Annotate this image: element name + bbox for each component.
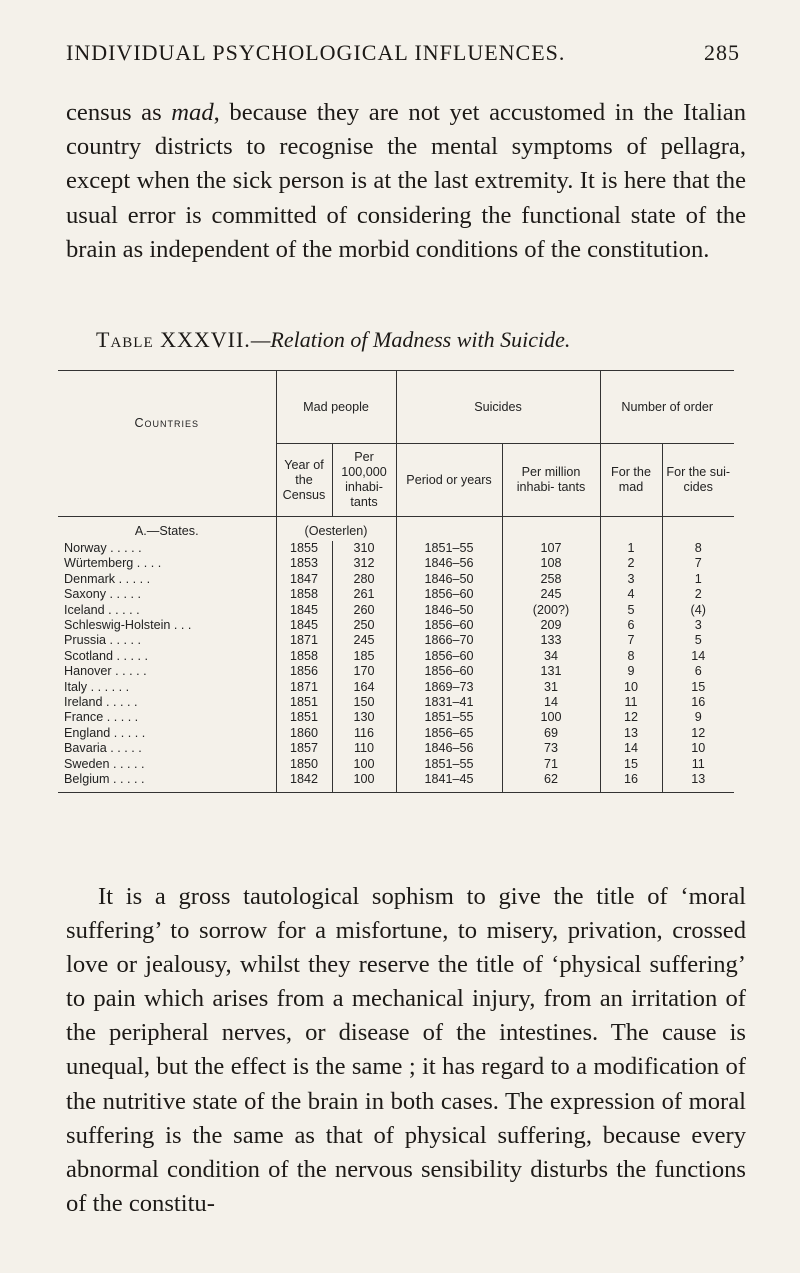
order-mad-cell: 11	[600, 695, 662, 710]
section-row	[58, 517, 734, 542]
census-year-cell: 1851	[276, 695, 332, 710]
order-suicides-cell: 7	[662, 556, 734, 571]
mad-per-100000-cell: 164	[332, 680, 396, 695]
header-suicides: Suicides	[396, 371, 600, 444]
mad-per-100000-cell: 116	[332, 726, 396, 741]
order-mad-cell: 8	[600, 649, 662, 664]
order-mad-cell: 2	[600, 556, 662, 571]
suicides-per-million-cell: 73	[502, 741, 600, 756]
order-mad-cell: 10	[600, 680, 662, 695]
table-row	[58, 695, 734, 710]
country-cell: Prussia . . . . .	[64, 633, 141, 648]
suicide-period-cell: 1856–60	[396, 664, 502, 679]
table-title	[96, 327, 570, 353]
suicide-period-cell: 1846–56	[396, 741, 502, 756]
suicide-period-cell: 1869–73	[396, 680, 502, 695]
order-mad-cell: 14	[600, 741, 662, 756]
order-mad-cell: 5	[600, 603, 662, 618]
order-suicides-cell: 14	[662, 649, 734, 664]
suicide-period-cell: 1851–55	[396, 710, 502, 725]
table-row	[58, 541, 734, 556]
order-mad-cell: 16	[600, 772, 662, 792]
paragraph-2-text: It is a gross tautological sophism to give the title of ‘moral suffering’ to sorrow for a misfortune, to misery, privation, crossed love or jealousy, whilst they reserve the title of ‘physical suffering’ to pain which arises from a mechanical injury, from an irritation of the peripheral nerves, or disease of the intestines. The cause is unequal, but the effect is the same ; it has regard to a modification of the nutritive state of the brain in both cases. The expression of moral suffering is the same as that of physical suffering, because every abnormal condition of the nervous sensibility disturbs the functions of the constitu-	[66, 883, 746, 1217]
order-mad-cell: 3	[600, 572, 662, 587]
order-suicides-cell: 1	[662, 572, 734, 587]
header-mad-people: Mad people	[276, 371, 396, 444]
country-cell: England . . . . .	[64, 725, 146, 740]
header-countries: Countries	[58, 371, 276, 517]
mad-per-100000-cell: 100	[332, 757, 396, 772]
table-body	[58, 517, 734, 793]
country-cell: Denmark . . . . .	[64, 571, 151, 586]
order-suicides-cell: 5	[662, 633, 734, 648]
country-cell: Saxony . . . . .	[64, 587, 141, 602]
census-year-cell: 1857	[276, 741, 332, 756]
header-for-the-mad: For the mad	[600, 444, 662, 517]
suicide-period-cell: 1866–70	[396, 633, 502, 648]
page-number: 285	[704, 40, 740, 65]
order-mad-cell: 12	[600, 710, 662, 725]
country-cell: Hanover . . . . .	[64, 664, 147, 679]
census-year-cell: 1858	[276, 587, 332, 602]
madness-suicide-table	[58, 370, 734, 793]
census-year-cell: 1842	[276, 772, 332, 792]
suicide-period-cell: 1856–60	[396, 587, 502, 602]
section-label: A.—States.	[134, 524, 199, 539]
mad-per-100000-cell: 110	[332, 741, 396, 756]
table-row	[58, 741, 734, 756]
mad-per-100000-cell: 280	[332, 572, 396, 587]
order-suicides-cell: 13	[662, 772, 734, 792]
suicide-period-cell: 1856–65	[396, 726, 502, 741]
suicide-period-cell: 1851–55	[396, 541, 502, 556]
running-title: INDIVIDUAL PSYCHOLOGICAL INFLUENCES.	[66, 40, 566, 65]
census-year-cell: 1871	[276, 680, 332, 695]
mad-per-100000-cell: 310	[332, 541, 396, 556]
header-year-of-census: Year of the Census	[276, 444, 332, 517]
table-row	[58, 757, 734, 772]
suicides-per-million-cell: 131	[502, 664, 600, 679]
suicide-period-cell: 1856–60	[396, 618, 502, 633]
suicides-per-million-cell: 31	[502, 680, 600, 695]
country-cell: Sweden . . . . .	[64, 756, 145, 771]
mad-per-100000-cell: 130	[332, 710, 396, 725]
table-row	[58, 680, 734, 695]
para1-start: census as	[66, 99, 172, 126]
mad-per-100000-cell: 170	[332, 664, 396, 679]
suicide-period-cell: 1846–50	[396, 603, 502, 618]
order-suicides-cell: (4)	[662, 603, 734, 618]
order-suicides-cell: 15	[662, 680, 734, 695]
suicides-per-million-cell: 209	[502, 618, 600, 633]
header-number-of-order: Number of order	[600, 371, 734, 444]
census-year-cell: 1853	[276, 556, 332, 571]
header-for-the-suicides: For the sui- cides	[662, 444, 734, 517]
source-note: (Oesterlen)	[276, 517, 396, 542]
census-year-cell: 1847	[276, 572, 332, 587]
mad-per-100000-cell: 312	[332, 556, 396, 571]
order-suicides-cell: 10	[662, 741, 734, 756]
country-cell: Norway . . . . .	[64, 541, 142, 555]
country-cell: Belgium . . . . .	[64, 772, 145, 787]
suicides-per-million-cell: 14	[502, 695, 600, 710]
mad-per-100000-cell: 261	[332, 587, 396, 602]
country-cell: Schleswig-Holstein . . .	[64, 618, 192, 633]
mad-per-100000-cell: 185	[332, 649, 396, 664]
country-cell: Bavaria . . . . .	[64, 741, 142, 756]
order-suicides-cell: 6	[662, 664, 734, 679]
para1-rest: , because they are not yet accustomed in the Italian country districts to recognise the mental symptoms of pellagra, except when the sick person is at the last extremity. It is here that the usual error is committed of considering the functional state of the brain as independent of the morbid conditions of the constitution.	[66, 99, 746, 263]
table-row	[58, 664, 734, 679]
census-year-cell: 1845	[276, 618, 332, 633]
order-mad-cell: 9	[600, 664, 662, 679]
paragraph-2	[66, 880, 746, 1221]
order-mad-cell: 15	[600, 757, 662, 772]
suicides-per-million-cell: 34	[502, 649, 600, 664]
suicides-per-million-cell: 71	[502, 757, 600, 772]
country-cell: Scotland . . . . .	[64, 648, 148, 663]
table-row	[58, 572, 734, 587]
running-header	[66, 40, 740, 66]
census-year-cell: 1845	[276, 603, 332, 618]
paragraph-1	[66, 96, 746, 267]
header-period-or-years: Period or years	[396, 444, 502, 517]
table-label: Table XXXVII.	[96, 327, 251, 352]
order-mad-cell: 7	[600, 633, 662, 648]
suicide-period-cell: 1851–55	[396, 757, 502, 772]
italic-word-mad: mad	[171, 99, 214, 126]
country-cell: Würtemberg . . . .	[64, 556, 162, 571]
census-year-cell: 1856	[276, 664, 332, 679]
header-per-million: Per million inhabi- tants	[502, 444, 600, 517]
table-caption: —Relation of Madness with Suicide.	[250, 327, 571, 352]
suicide-period-cell: 1856–60	[396, 649, 502, 664]
mad-per-100000-cell: 250	[332, 618, 396, 633]
suicides-per-million-cell: 100	[502, 710, 600, 725]
table-row	[58, 633, 734, 648]
table-row	[58, 772, 734, 792]
suicides-per-million-cell: 108	[502, 556, 600, 571]
census-year-cell: 1871	[276, 633, 332, 648]
suicides-per-million-cell: 133	[502, 633, 600, 648]
table-row	[58, 649, 734, 664]
mad-per-100000-cell: 260	[332, 603, 396, 618]
table-row	[58, 587, 734, 602]
order-suicides-cell: 11	[662, 757, 734, 772]
country-cell: Iceland . . . . .	[64, 602, 140, 617]
mad-per-100000-cell: 245	[332, 633, 396, 648]
mad-per-100000-cell: 150	[332, 695, 396, 710]
country-cell: France . . . . .	[64, 710, 139, 725]
census-year-cell: 1850	[276, 757, 332, 772]
table-row	[58, 726, 734, 741]
order-suicides-cell: 9	[662, 710, 734, 725]
suicide-period-cell: 1841–45	[396, 772, 502, 792]
country-cell: Ireland . . . . .	[64, 695, 138, 710]
order-suicides-cell: 8	[662, 541, 734, 556]
order-mad-cell: 1	[600, 541, 662, 556]
table-row	[58, 603, 734, 618]
census-year-cell: 1858	[276, 649, 332, 664]
mad-per-100000-cell: 100	[332, 772, 396, 792]
suicides-per-million-cell: 245	[502, 587, 600, 602]
order-mad-cell: 6	[600, 618, 662, 633]
suicide-period-cell: 1846–50	[396, 572, 502, 587]
order-suicides-cell: 3	[662, 618, 734, 633]
order-suicides-cell: 2	[662, 587, 734, 602]
census-year-cell: 1860	[276, 726, 332, 741]
census-year-cell: 1855	[276, 541, 332, 556]
table-row	[58, 618, 734, 633]
suicide-period-cell: 1846–56	[396, 556, 502, 571]
suicides-per-million-cell: 107	[502, 541, 600, 556]
order-mad-cell: 13	[600, 726, 662, 741]
table-row	[58, 710, 734, 725]
order-suicides-cell: 12	[662, 726, 734, 741]
suicides-per-million-cell: 62	[502, 772, 600, 792]
census-year-cell: 1851	[276, 710, 332, 725]
order-suicides-cell: 16	[662, 695, 734, 710]
suicides-per-million-cell: 69	[502, 726, 600, 741]
suicides-per-million-cell: (200?)	[502, 603, 600, 618]
suicides-per-million-cell: 258	[502, 572, 600, 587]
order-mad-cell: 4	[600, 587, 662, 602]
header-per-100000: Per 100,000 inhabi- tants	[332, 444, 396, 517]
country-cell: Italy . . . . . .	[64, 679, 130, 694]
table-row	[58, 556, 734, 571]
suicide-period-cell: 1831–41	[396, 695, 502, 710]
